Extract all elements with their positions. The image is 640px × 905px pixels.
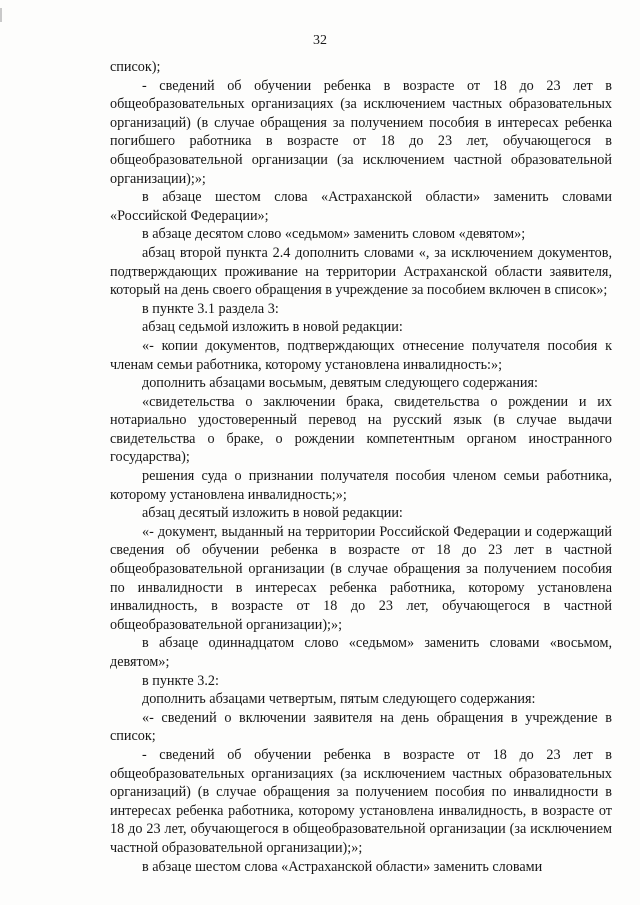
paragraph: дополнить абзацами четвертым, пятым следующего содержания:: [142, 691, 536, 708]
paragraph: абзац второй пункта 2.4 дополнить словами «, за исключением документов, подтверждающих проживание на территории Астраханской области заявителя, который на день своего обращения в учреждение за пособием включен в список»;: [110, 244, 612, 299]
paragraph: в абзаце шестом слова «Астраханской области» заменить словами: [142, 858, 543, 875]
paragraph: в пункте 3.2:: [142, 672, 219, 689]
page-number: 32: [313, 33, 327, 48]
paragraph: абзац седьмой изложить в новой редакции:: [142, 319, 403, 336]
paragraph: в абзаце одиннадцатом слово «седьмом» заменить словами «восьмом, девятом»;: [110, 635, 612, 670]
paragraph: - сведений об обучении ребенка в возрасте от 18 до 23 лет в общеобразовательных организациях (за исключением частных образовательных организаций) (в случае обращения за получением пособия в интересах ребенка погибшего работника в возрасте от 18 до 23 лет, обучающегося в общеобразовательной организации (за исключением частной образовательной организации);»;: [110, 77, 612, 187]
document-body: [110, 58, 612, 876]
paragraph: - сведений об обучении ребенка в возрасте от 18 до 23 лет в общеобразовательных организациях (за исключением частных образовательных организаций) (в случае обращения за получением пособия по инвалидности в интересах ребенка работника, которому установлена инвалидность, в возрасте от 18 до 23 лет, обучающегося в общеобразовательной организации (за исключением частной образовательной организации);»;: [110, 746, 612, 856]
paragraph: дополнить абзацами восьмым, девятым следующего содержания:: [142, 375, 538, 392]
paragraph: список);: [110, 59, 161, 75]
paragraph: в абзаце шестом слова «Астраханской области» заменить словами «Российской Федерации»;: [110, 189, 612, 224]
paragraph: в абзаце десятом слово «седьмом» заменить словом «девятом»;: [142, 226, 526, 243]
paragraph: «- сведений о включении заявителя на день обращения в учреждение в список;: [110, 709, 612, 745]
paragraph: «свидетельства о заключении брака, свидетельства о рождении и их нотариально удостоверенный перевод на русский язык (в случае выдачи свидетельства о браке, о рождении компетентным органом иностранного государства);: [110, 393, 612, 466]
scan-edge-mark: [0, 8, 2, 22]
paragraph: «- копии документов, подтверждающих отнесение получателя пособия к членам семьи работника, которому установлена инвалидность:»;: [110, 337, 612, 373]
paragraph: «- документ, выданный на территории Российской Федерации и содержащий сведения об обучении ребенка в возрасте от 18 до 23 лет в частной общеобразовательной организации (в случае обращения за получением пособия по инвалидности в интересах ребенка работника, которому установлена инвалидность, в возрасте от 18 до 23 лет, обучающегося в частной общеобразовательной организации);»;: [110, 523, 612, 633]
paragraph: в пункте 3.1 раздела 3:: [142, 300, 279, 317]
paragraph: абзац десятый изложить в новой редакции:: [142, 505, 403, 522]
paragraph: решения суда о признании получателя пособия членом семьи работника, которому установлена инвалидность;»;: [110, 468, 612, 503]
